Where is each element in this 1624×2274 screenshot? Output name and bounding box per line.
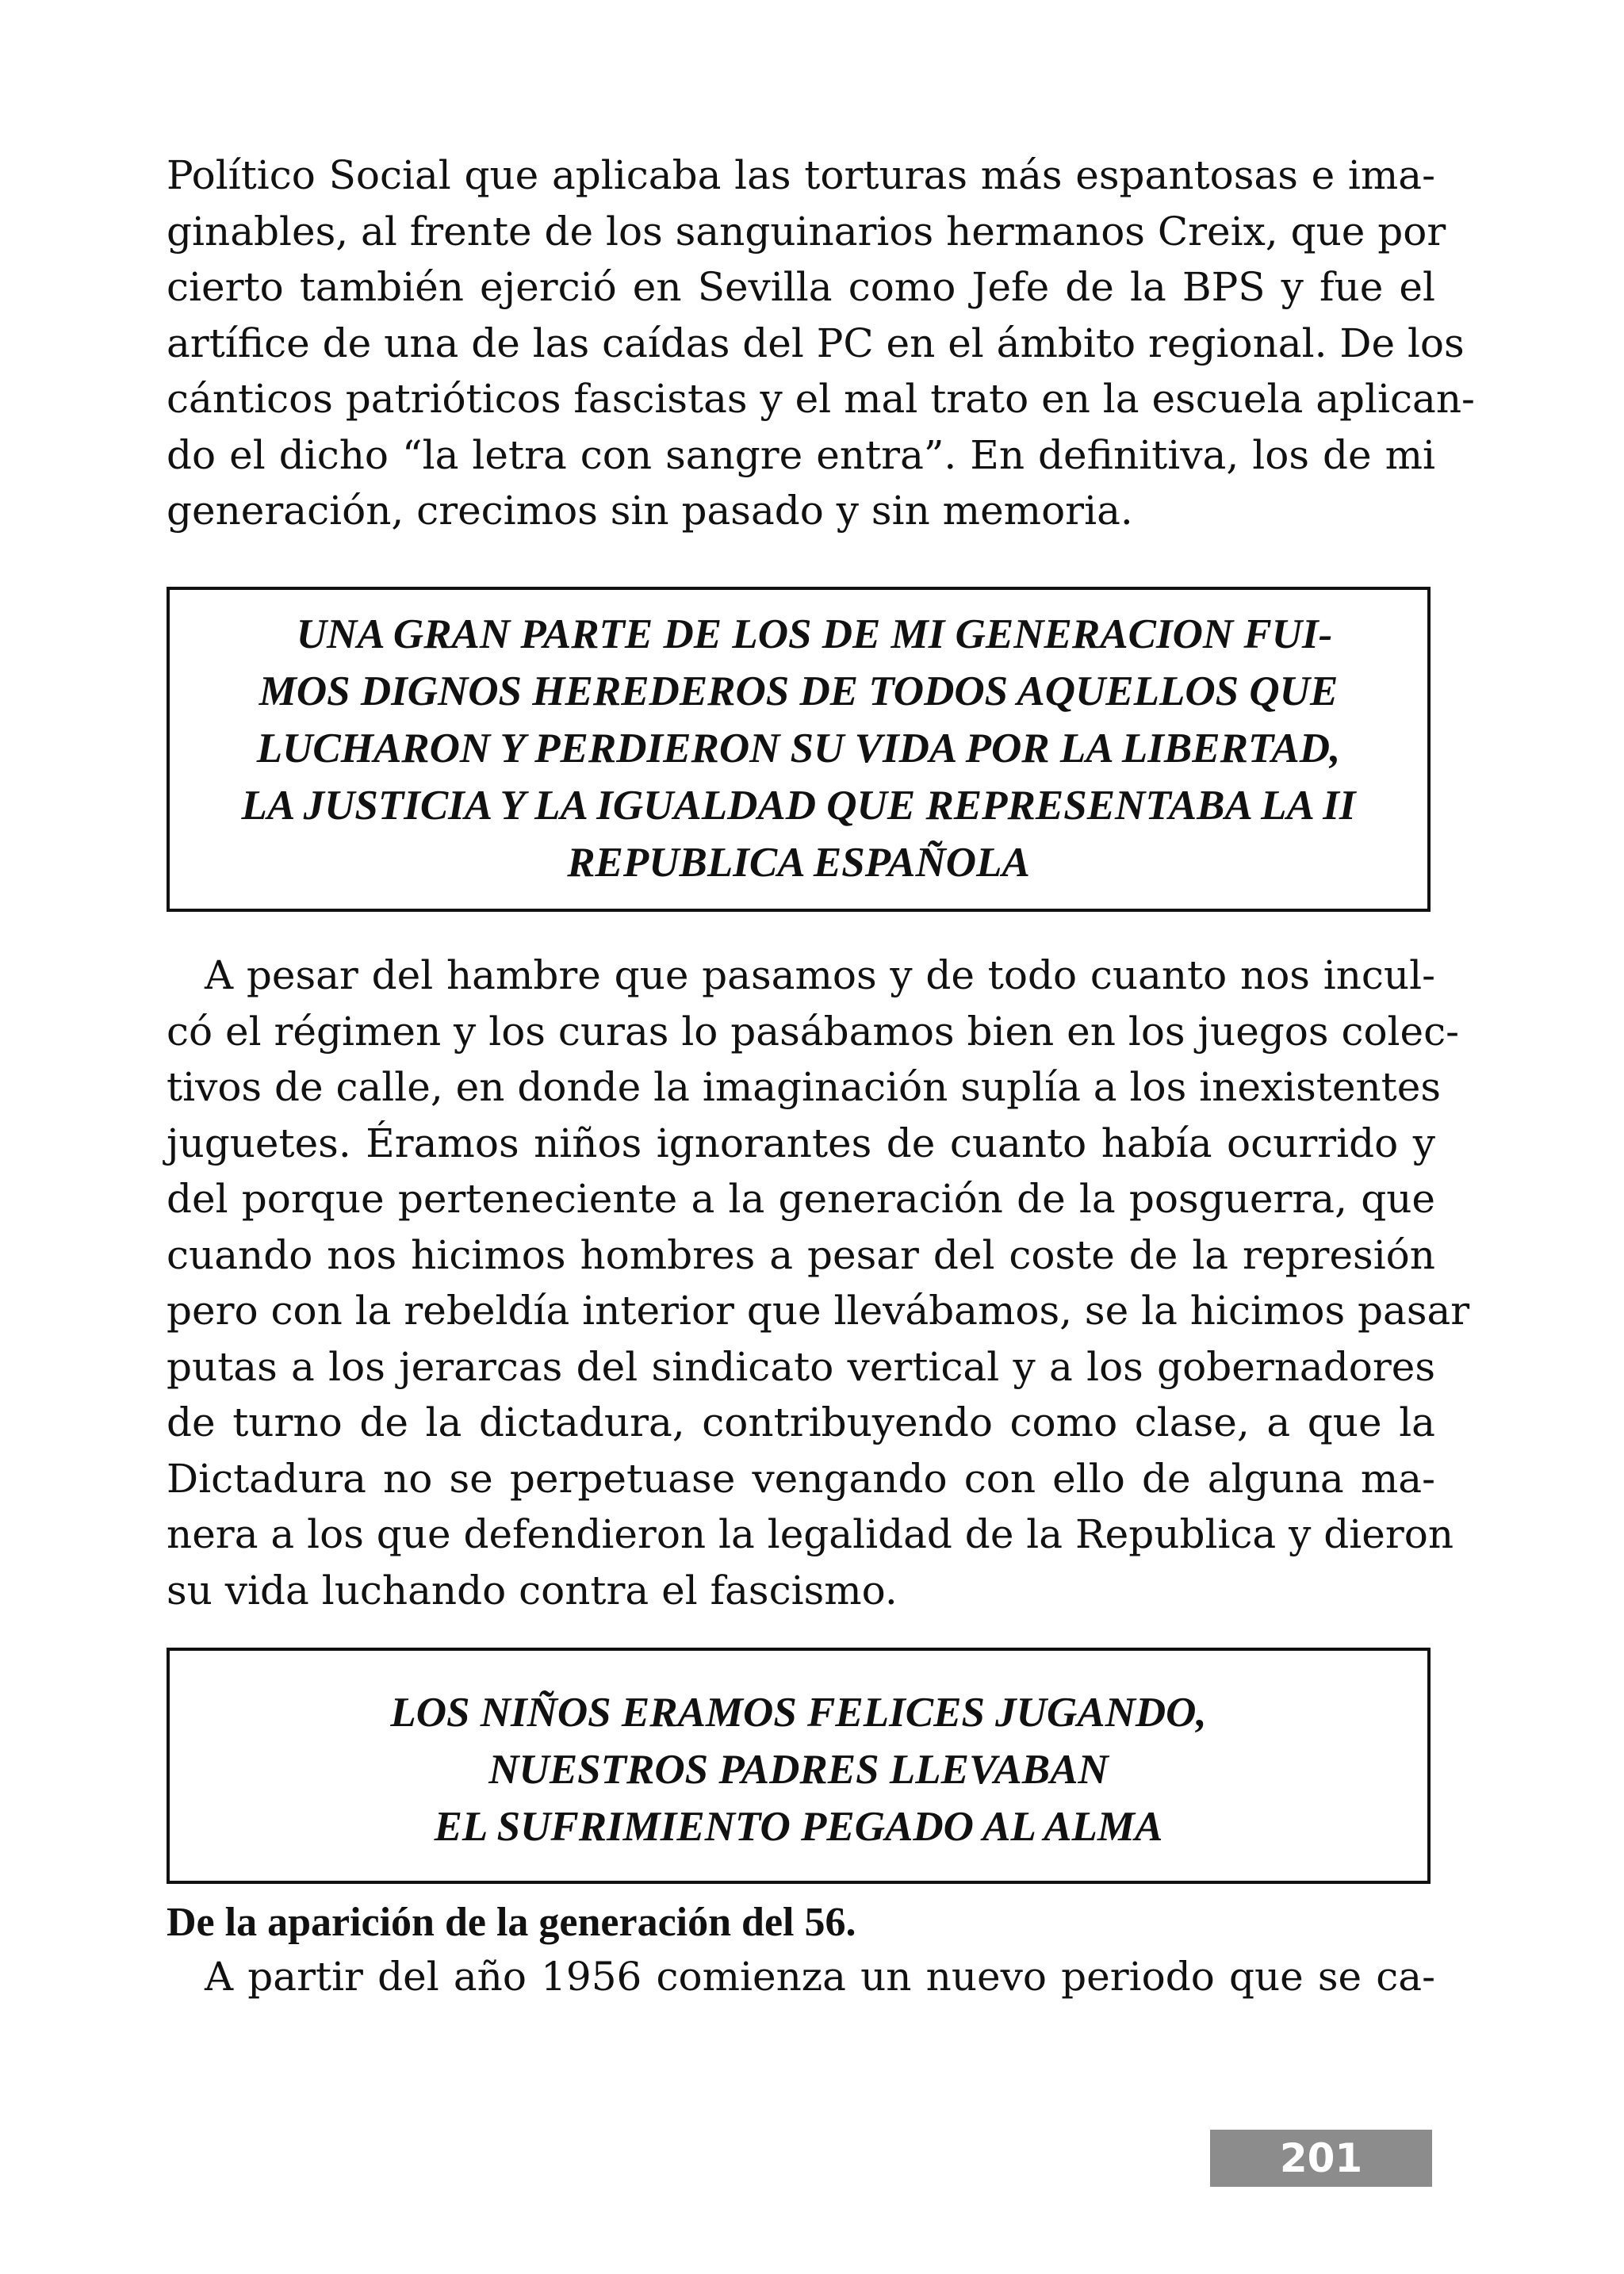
quote-line: LUCHARON Y PERDIERON SU VIDA POR LA LIBERTAD, — [256, 725, 1341, 771]
quote-line: LOS NIÑOS ERAMOS FELICES JUGANDO, — [390, 1690, 1207, 1736]
paragraph-line: su vida luchando contra el fascismo. — [167, 1567, 898, 1614]
paragraph-line: generación, crecimos sin pasado y sin memoria. — [167, 488, 1133, 534]
paragraph-line: tivos de calle, en donde la imaginación suplía a los inexistentes — [167, 1064, 1442, 1110]
pull-quote-1 — [167, 587, 1431, 912]
paragraph-line: pero con la rebeldía interior que llevábamos, se la hicimos pasar — [167, 1288, 1470, 1334]
paragraph-line: ginables, al frente de los sanguinarios hermanos Creix, que por — [167, 208, 1446, 255]
paragraph-line: A pesar del hambre que pasamos y de todo cuanto nos incul- — [205, 952, 1435, 998]
paragraph-line: Político Social que aplicaba las torturas más espantosas e ima- — [167, 152, 1435, 198]
quote-line: NUESTROS PADRES LLEVABAN — [488, 1747, 1109, 1793]
paragraph-line: putas a los jerarcas del sindicato vertical y a los gobernadores — [167, 1343, 1435, 1390]
paragraph-line: cuando nos hicimos hombres a pesar del coste de la represión — [167, 1231, 1435, 1278]
pull-quote-2 — [167, 1648, 1431, 1884]
paragraph-line: cánticos patrióticos fascistas y el mal trato en la escuela aplican- — [167, 376, 1475, 422]
paragraph-3 — [167, 1949, 1435, 2005]
paragraph-line: Dictadura no se perpetuase vengando con ello de alguna ma- — [167, 1455, 1435, 1502]
quote-line: EL SUFRIMIENTO PEGADO AL ALMA — [434, 1804, 1163, 1850]
paragraph-line: de turno de la dictadura, contribuyendo como clase, a que la — [167, 1399, 1435, 1445]
section-heading: De la aparición de la generación del 56. — [167, 1900, 856, 1945]
paragraph-line: A partir del año 1956 comienza un nuevo periodo que se ca- — [205, 1954, 1435, 2000]
paragraph-2 — [167, 948, 1470, 1618]
paragraph-line: do el dicho “la letra con sangre entra”. En definitiva, los de mi — [167, 431, 1435, 478]
paragraph-line: artífice de una de las caídas del PC en el ámbito regional. De los — [167, 320, 1465, 366]
page-number: 201 — [1210, 2130, 1432, 2187]
paragraph-line: nera a los que defendieron la legalidad de la Republica y dieron — [167, 1511, 1454, 1557]
quote-line: UNA GRAN PARTE DE LOS DE MI GENERACION FUI- — [296, 611, 1333, 657]
paragraph-line: có el régimen y los curas lo pasábamos bien en los juegos colec- — [167, 1008, 1460, 1055]
paragraph-line: juguetes. Éramos niños ignorantes de cuanto había ocurrido y — [167, 1120, 1435, 1166]
quote-line: MOS DIGNOS HEREDEROS DE TODOS AQUELLOS QUE — [259, 668, 1339, 714]
quote-line: LA JUSTICIA Y LA IGUALDAD QUE REPRESENTABA LA II — [241, 783, 1356, 829]
paragraph-1 — [167, 147, 1475, 539]
paragraph-line: del porque perteneciente a la generación de la posguerra, que — [167, 1176, 1435, 1222]
quote-line: REPUBLICA ESPAÑOLA — [567, 840, 1030, 886]
paragraph-line: cierto también ejerció en Sevilla como Jefe de la BPS y fue el — [167, 264, 1435, 310]
